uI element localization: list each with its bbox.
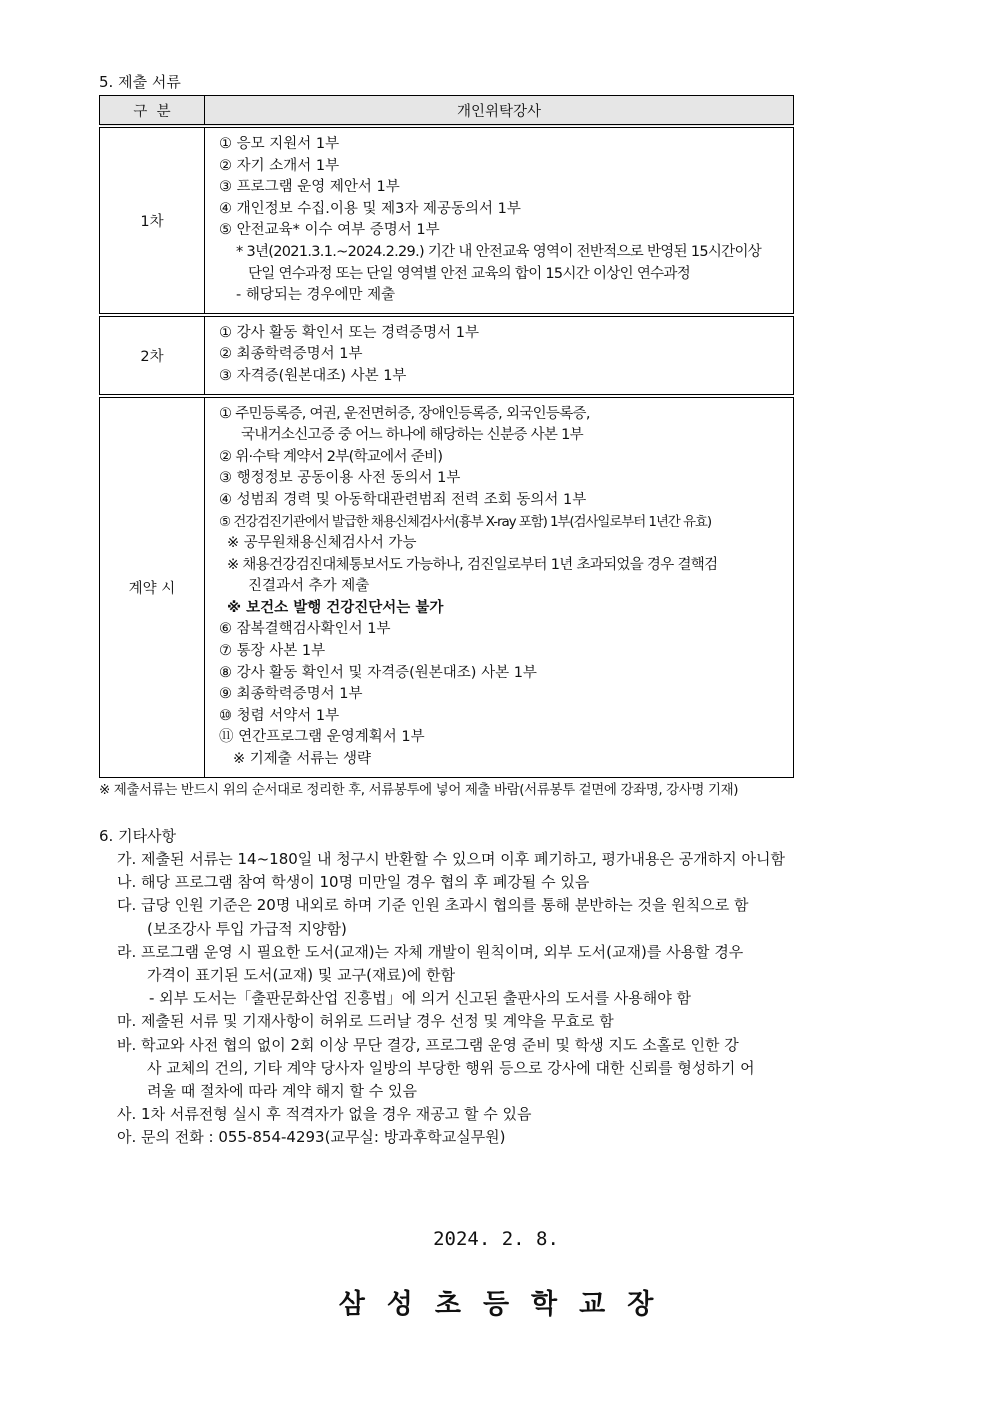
note-item: * 3년(2021.3.1.~2024.2.29.) 기간 내 안전교육 영역이 전반적으로 반영된 15시간이상	[236, 243, 762, 260]
list-item: ② 위·수탁 계약서 2부(학교에서 준비)	[219, 448, 443, 465]
note-item-bold: ※ 보건소 발행 건강진단서는 불가	[227, 599, 444, 616]
section-5-title: 5. 제출 서류	[99, 73, 181, 91]
document-date: 2024. 2. 8.	[433, 1228, 559, 1250]
list-item: ⑩ 청렴 서약서 1부	[219, 707, 340, 724]
table-row-round2	[100, 315, 794, 396]
list-item: 아. 문의 전화 : 055-854-4293(교무실: 방과후학교실무원)	[117, 1128, 506, 1147]
list-item: 가. 제출된 서류는 14~180일 내 청구시 반환할 수 있으며 이후 폐기하고, 평가내용은 공개하지 아니함	[117, 850, 785, 868]
row-items-round1	[205, 126, 794, 315]
list-item: 바. 학교와 사전 협의 없이 2회 이상 무단 결강, 프로그램 운영 준비 및 학생 지도 소홀로 인한 강	[117, 1035, 739, 1054]
row-label-text: 2차	[140, 348, 164, 365]
note-item-continuation: 진결과서 추가 제출	[248, 578, 370, 595]
list-item: ⑪ 연간프로그램 운영계획서 1부	[219, 729, 425, 746]
list-item-continuation: 려울 때 절차에 따라 계약 해지 할 수 있음	[147, 1082, 417, 1101]
list-item: ② 최종학력증명서 1부	[219, 346, 363, 363]
submission-documents-table	[99, 95, 794, 778]
list-item: ③ 프로그램 운영 제안서 1부	[219, 179, 400, 196]
table-row-round1	[100, 126, 794, 315]
list-item-continuation: 국내거소신고증 중 어느 하나에 해당하는 신분증 사본 1부	[241, 427, 583, 444]
list-item: ① 강사 활동 확인서 또는 경력증명서 1부	[219, 324, 479, 341]
row-label-text: 1차	[140, 213, 164, 230]
list-item: ③ 행정정보 공동이용 사전 동의서 1부	[219, 470, 461, 487]
row-label-round2	[100, 315, 205, 396]
other-matters-list	[117, 848, 897, 1150]
list-item: 나. 해당 프로그램 참여 학생이 10명 미만일 경우 협의 후 폐강될 수 있음	[117, 873, 590, 892]
list-item-continuation: (보조강사 투입 가급적 지양함)	[147, 919, 347, 938]
note-item: ※ 채용건강검진대체통보서도 가능하나, 검진일로부터 1년 초과되었을 경우 결핵검	[227, 556, 718, 573]
list-item-continuation: 사 교체의 건의, 기타 계약 당사자 일방의 부당한 행위 등으로 강사에 대한 신뢰를 형성하기 어	[147, 1058, 755, 1077]
note-item: ※ 공무원채용신체검사서 가능	[227, 535, 417, 552]
list-sub-item: - 외부 도서는「출판문화산업 진흥법」에 의거 신고된 출판사의 도서를 사용해야 함	[149, 989, 692, 1008]
row-items-contract	[205, 396, 794, 778]
list-item: ④ 성범죄 경력 및 아동학대관련범죄 전력 조회 동의서 1부	[219, 491, 587, 508]
list-item: 마. 제출된 서류 및 기재사항이 허위로 드러날 경우 선정 및 계약을 무효로 함	[117, 1012, 614, 1031]
row-items-round2	[205, 315, 794, 396]
note-item: ※ 기제출 서류는 생략	[233, 751, 372, 768]
submission-footnote: ※ 제출서류는 반드시 위의 순서대로 정리한 후, 서류봉투에 넣어 제출 바람(서류봉투 겉면에 강좌명, 강사명 기재)	[99, 782, 739, 798]
row-label-round1	[100, 126, 205, 315]
list-item: ③ 자격증(원본대조) 사본 1부	[219, 367, 407, 384]
signer-school-principal: 삼성초등학교장	[338, 1289, 676, 1320]
list-item: ⑤ 건강검진기관에서 발급한 채용신체검사서(흉부 X-ray 포함) 1부(검사일로부터 1년간 유효)	[219, 513, 711, 530]
header-category	[100, 96, 205, 127]
list-item: ① 주민등록증, 여권, 운전면허증, 장애인등록증, 외국인등록증,	[219, 405, 590, 422]
list-item: 사. 1차 서류전형 실시 후 적격자가 없을 경우 재공고 할 수 있음	[117, 1105, 532, 1124]
header-category-text: 구 분	[133, 103, 171, 120]
table-row-contract	[100, 396, 794, 778]
list-item: 라. 프로그램 운영 시 필요한 도서(교재)는 자체 개발이 원칙이며, 외부 도서(교재)를 사용할 경우	[117, 942, 744, 961]
section-6-title: 6. 기타사항	[99, 827, 177, 845]
header-instructor-type: 개인위탁강사	[205, 96, 794, 127]
list-item: ① 응모 지원서 1부	[219, 136, 340, 152]
list-item: ⑤ 안전교육* 이수 여부 증명서 1부	[219, 222, 440, 239]
note-item: 단일 연수과정 또는 단일 영역별 안전 교육의 합이 15시간 이상인 연수과정	[248, 265, 691, 282]
list-item: ⑦ 통장 사본 1부	[219, 643, 326, 660]
row-label-contract	[100, 396, 205, 778]
list-item: ⑧ 강사 활동 확인서 및 자격증(원본대조) 사본 1부	[219, 664, 537, 681]
list-item: ② 자기 소개서 1부	[219, 157, 340, 174]
list-item: ⑨ 최종학력증명서 1부	[219, 686, 363, 703]
table-header-row	[100, 96, 794, 127]
row-label-text: 계약 시	[128, 580, 176, 597]
list-item: ④ 개인정보 수집.이용 및 제3자 제공동의서 1부	[219, 200, 521, 217]
list-item: 다. 급당 인원 기준은 20명 내외로 하며 기준 인원 초과시 협의를 통해 분반하는 것을 원칙으로 함	[117, 896, 749, 915]
list-item-continuation: 가격이 표기된 도서(교재) 및 교구(재료)에 한함	[147, 966, 456, 985]
list-item: ⑥ 잠복결핵검사확인서 1부	[219, 621, 391, 638]
note-item: - 해당되는 경우에만 제출	[236, 287, 396, 304]
